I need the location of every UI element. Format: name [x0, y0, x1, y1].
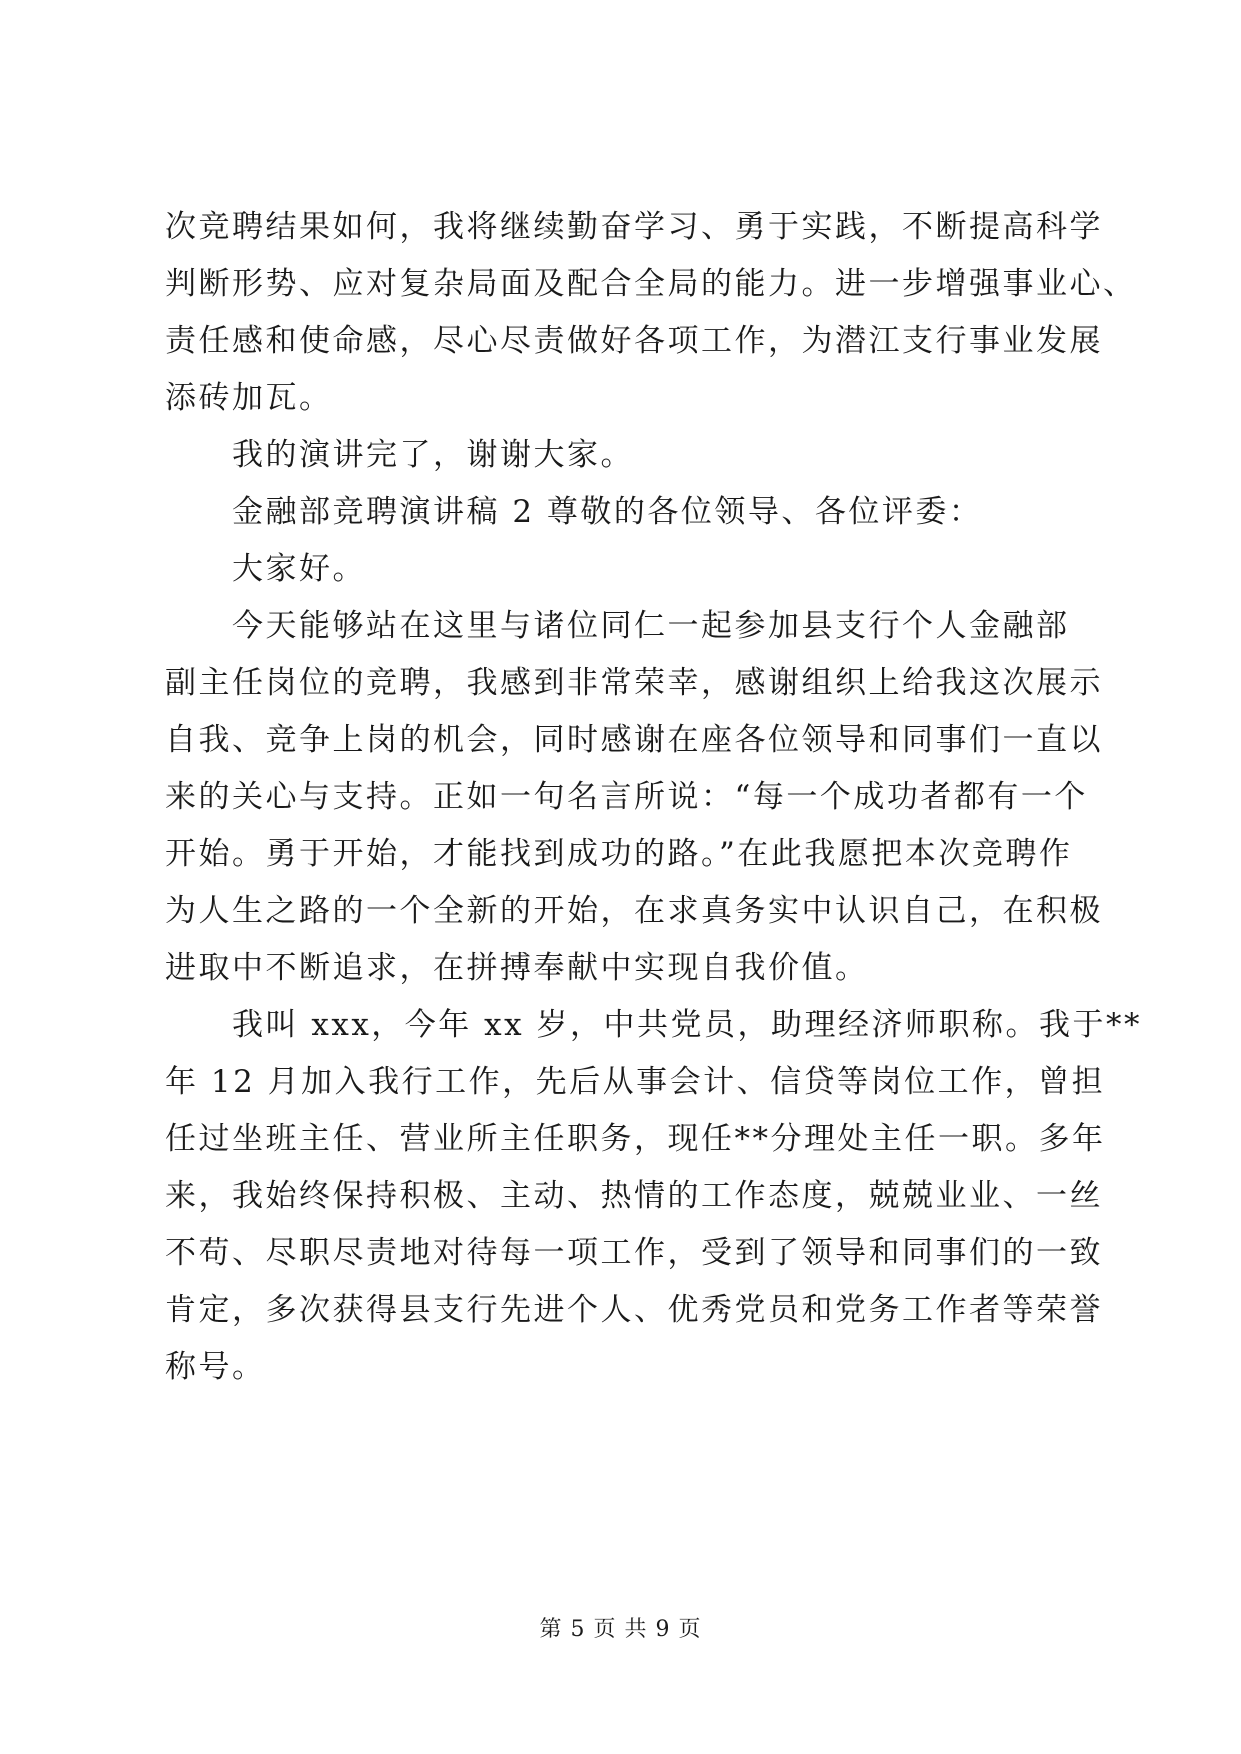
text-line: 来的关心与支持。正如一句名言所说：“每一个成功者都有一个	[165, 779, 1088, 815]
text-line: 今天能够站在这里与诸位同仁一起参加县支行个人金融部	[232, 608, 1070, 644]
text-line: 副主任岗位的竞聘，我感到非常荣幸，感谢组织上给我这次展示	[165, 665, 1103, 701]
text-line: 我叫 xxx，今年 xx 岁，中共党员，助理经济师职称。我于**	[232, 1007, 1142, 1043]
text-line: 责任感和使命感，尽心尽责做好各项工作，为潜江支行事业发展	[165, 323, 1103, 359]
text-line: 称号。	[165, 1349, 266, 1385]
text-line: 大家好。	[232, 551, 366, 587]
text-line: 开始。勇于开始，才能找到成功的路。”在此我愿把本次竞聘作	[165, 836, 1073, 872]
page-number-footer: 第 5 页 共 9 页	[539, 1617, 702, 1642]
text-line: 判断形势、应对复杂局面及配合全局的能力。进一步增强事业心、	[165, 266, 1137, 302]
text-line: 来，我始终保持积极、主动、热情的工作态度，兢兢业业、一丝	[165, 1178, 1103, 1214]
text-line: 肯定，多次获得县支行先进个人、优秀党员和党务工作者等荣誉	[165, 1292, 1103, 1328]
text-line: 不苟、尽职尽责地对待每一项工作，受到了领导和同事们的一致	[165, 1235, 1103, 1271]
text-line: 次竞聘结果如何，我将继续勤奋学习、勇于实践，不断提高科学	[165, 209, 1103, 245]
text-line: 添砖加瓦。	[165, 380, 333, 416]
text-line: 我的演讲完了，谢谢大家。	[232, 437, 634, 473]
text-line: 年 12 月加入我行工作，先后从事会计、信贷等岗位工作，曾担	[165, 1064, 1106, 1100]
text-line: 自我、竞争上岗的机会，同时感谢在座各位领导和同事们一直以	[165, 722, 1103, 758]
text-line: 任过坐班主任、营业所主任职务，现任**分理处主任一职。多年	[165, 1121, 1106, 1157]
text-line: 金融部竞聘演讲稿 2 尊敬的各位领导、各位评委：	[232, 494, 983, 530]
text-line: 进取中不断追求，在拼搏奉献中实现自我价值。	[165, 950, 869, 986]
text-line: 为人生之路的一个全新的开始，在求真务实中认识自己，在积极	[165, 893, 1103, 929]
